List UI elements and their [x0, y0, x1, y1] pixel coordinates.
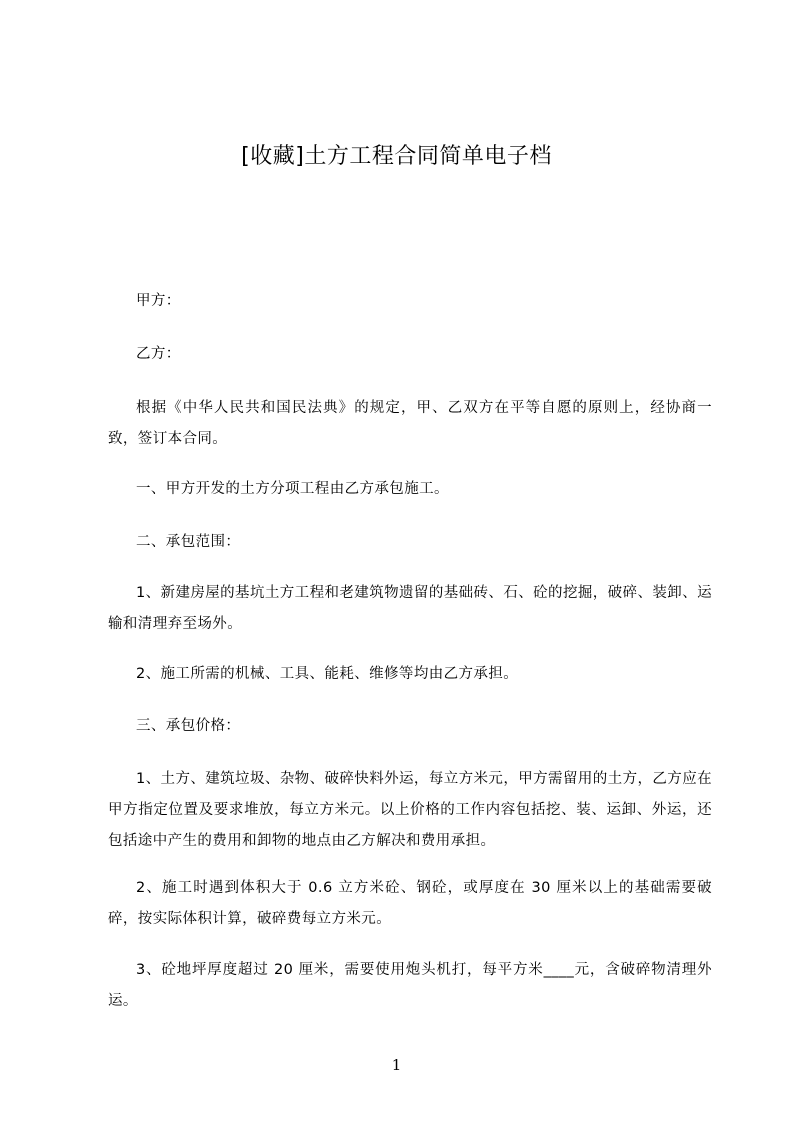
clause-3-heading: 三、承包价格：: [136, 718, 241, 734]
clause-3-item-2: 2、施工时遇到体积大于 0.6 立方米砼、钢砼，或厚度在 30 厘米以上的基础需要破碎，按实际体积计算，破碎费每立方米元。: [108, 880, 712, 927]
clause-3-item-3: 3、砼地坪厚度超过 20 厘米，需要使用炮头机打，每平方米____元，含破碎物清理外运。: [108, 962, 712, 1009]
clause-2-item-1: 1、新建房屋的基坑土方工程和老建筑物遗留的基础砖、石、砼的挖掘，破碎、装卸、运输和清理弃至场外。: [108, 585, 712, 632]
clause-3-item-1: 1、土方、建筑垃圾、杂物、破碎快料外运，每立方米元，甲方需留用的土方，乙方应在甲方指定位置及要求堆放，每立方米元。以上价格的工作内容包括挖、装、运卸、外运，还包括途中产生的费用和卸物的地点由乙方解决和费用承担。: [108, 771, 712, 849]
clause-2-item-2: 2、施工所需的机械、工具、能耗、维修等均由乙方承担。: [136, 666, 519, 682]
clause-1-paragraph: 一、甲方开发的土方分项工程由乙方承包施工。: [136, 481, 449, 497]
party-a-line: 甲方：: [136, 293, 181, 309]
preamble-paragraph: 根据《中华人民共和国民法典》的规定，甲、乙双方在平等自愿的原则上，经协商一致，签订本合同。: [108, 400, 712, 447]
document-title: [收藏]土方工程合同简单电子档: [241, 144, 552, 169]
page-number: 1: [391, 1056, 402, 1074]
party-b-line: 乙方：: [136, 346, 181, 362]
clause-2-heading: 二、承包范围：: [136, 534, 241, 550]
